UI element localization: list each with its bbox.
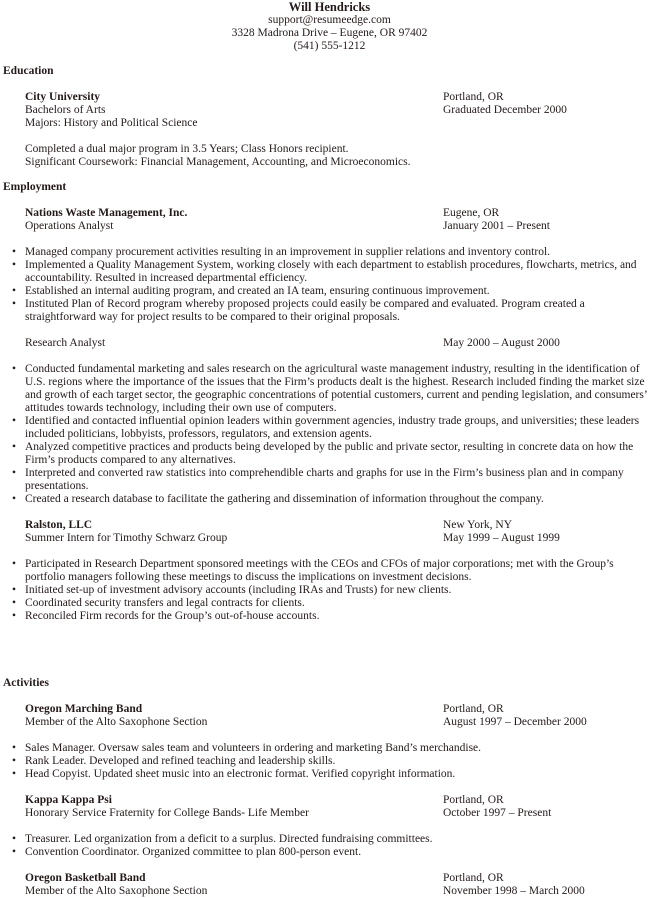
job-dates: January 2001 – Present [443, 220, 550, 232]
activity-role: Honorary Service Fraternity for College Bands- Life Member [25, 807, 309, 819]
activity-bullet-list [12, 833, 656, 859]
candidate-phone: (541) 555-1212 [293, 40, 366, 52]
company-name: Nations Waste Management, Inc. [25, 207, 188, 219]
graduation-date: Graduated December 2000 [443, 104, 567, 116]
bullet-item: • Identified and contacted influential opinion leaders within government agencies, industry trade groups, and universities; these leaders included politicians, lobbyists, professors, regulators, and extension agents. [12, 415, 651, 441]
organization-name: Kappa Kappa Psi [25, 794, 112, 806]
section-heading-activities: Activities [3, 677, 49, 689]
company-location: Eugene, OR [443, 207, 500, 219]
candidate-email: support@resumeedge.com [268, 14, 391, 26]
bullet-item: • Reconciled Firm records for the Group’s out-of-house accounts. [12, 610, 651, 623]
activity-role: Member of the Alto Saxophone Section [25, 716, 208, 728]
job-bullet-list [12, 363, 656, 506]
resume-header [3, 1, 656, 53]
education-section [3, 65, 656, 169]
school-location: Portland, OR [443, 91, 504, 103]
organization-location: Portland, OR [443, 872, 504, 884]
company-name: Ralston, LLC [25, 519, 93, 531]
candidate-name: Will Hendricks [288, 0, 371, 14]
bullet-item: • Coordinated security transfers and legal contracts for clients. [12, 597, 651, 610]
school-name: City University [25, 91, 101, 103]
bullet-item: • Initiated set-up of investment advisory accounts (including IRAs and Trusts) for new clients. [12, 584, 651, 597]
bullet-item: • Interpreted and converted raw statistics into comprehendible charts and graphs for use in the Firm’s business plan and in company presentations. [12, 467, 651, 493]
degree: Bachelors of Arts [25, 104, 106, 116]
activity-dates: October 1997 – Present [443, 807, 552, 819]
candidate-address: 3328 Madrona Drive – Eugene, OR 97402 [231, 27, 428, 39]
education-note: Significant Coursework: Financial Management, Accounting, and Microeconomics. [25, 156, 411, 168]
education-note: Completed a dual major program in 3.5 Years; Class Honors recipient. [25, 143, 349, 155]
organization-name: Oregon Marching Band [25, 703, 143, 715]
bullet-item: • Treasurer. Led organization from a deficit to a surplus. Directed fundraising committees. [12, 833, 651, 846]
organization-location: Portland, OR [443, 703, 504, 715]
activities-section [3, 677, 656, 898]
job-dates: May 2000 – August 2000 [443, 337, 560, 349]
activity-entry [3, 703, 656, 781]
activity-bullet-list [12, 742, 656, 781]
job-title: Research Analyst [25, 337, 106, 349]
bullet-item: • Instituted Plan of Record program whereby proposed projects could easily be compared and evaluated. Program created a straightforward way for project results to be compared to their original proposals. [12, 298, 651, 324]
bullet-item: • Rank Leader. Developed and refined teaching and leadership skills. [12, 755, 651, 768]
activity-role: Member of the Alto Saxophone Section [25, 885, 208, 897]
employment-section [3, 181, 656, 623]
organization-location: Portland, OR [443, 794, 504, 806]
bullet-item: • Conducted fundamental marketing and sales research on the agricultural waste management industry, resulting in the identification of U.S. regions where the importance of the issues that the Firm’s products dealt is the highest. Research included finding the market size and growth of each target sector, the geographic concentrations of potential customers, current and pending legislation, and consumers’ attitudes towards technology, including their own use of computers. [12, 363, 651, 415]
bullet-item: • Created a research database to facilitate the gathering and dissemination of information throughout the company. [12, 493, 651, 506]
activity-entry [3, 794, 656, 859]
job-bullet-list [12, 246, 656, 324]
bullet-item: • Implemented a Quality Management System, working closely with each department to establish procedures, flowcharts, metrics, and accountability. Resulted in increased departmental efficiency. [12, 259, 651, 285]
activity-dates: November 1998 – March 2000 [443, 885, 585, 897]
job-entry [3, 519, 656, 623]
job-entry [3, 337, 656, 506]
bullet-item: • Managed company procurement activities resulting in an improvement in supplier relations and inventory control. [12, 246, 651, 259]
majors: Majors: History and Political Science [25, 117, 198, 129]
job-dates: May 1999 – August 1999 [443, 532, 560, 544]
bullet-item: • Participated in Research Department sponsored meetings with the CEOs and CFOs of major corporations; met with the Group’s portfolio managers following these meetings to discuss the implications on investment decisions. [12, 558, 651, 584]
job-entry [3, 207, 656, 324]
job-title: Operations Analyst [25, 220, 114, 232]
section-heading-employment: Employment [3, 181, 67, 193]
organization-name: Oregon Basketball Band [25, 872, 146, 884]
bullet-item: • Analyzed competitive practices and products being developed by the public and private sector, resulting in concrete data on how the Firm’s products compared to any alternatives. [12, 441, 651, 467]
section-heading-education: Education [3, 65, 54, 77]
activity-dates: August 1997 – December 2000 [443, 716, 587, 728]
company-location: New York, NY [443, 519, 513, 531]
bullet-item: • Head Copyist. Updated sheet music into an electronic format. Verified copyright information. [12, 768, 651, 781]
job-bullet-list [12, 558, 656, 623]
bullet-item: • Convention Coordinator. Organized committee to plan 800-person event. [12, 846, 651, 859]
job-title: Summer Intern for Timothy Schwarz Group [25, 532, 228, 544]
bullet-item: • Established an internal auditing program, and created an IA team, ensuring continuous improvement. [12, 285, 651, 298]
bullet-item: • Sales Manager. Oversaw sales team and volunteers in ordering and marketing Band’s merchandise. [12, 742, 651, 755]
